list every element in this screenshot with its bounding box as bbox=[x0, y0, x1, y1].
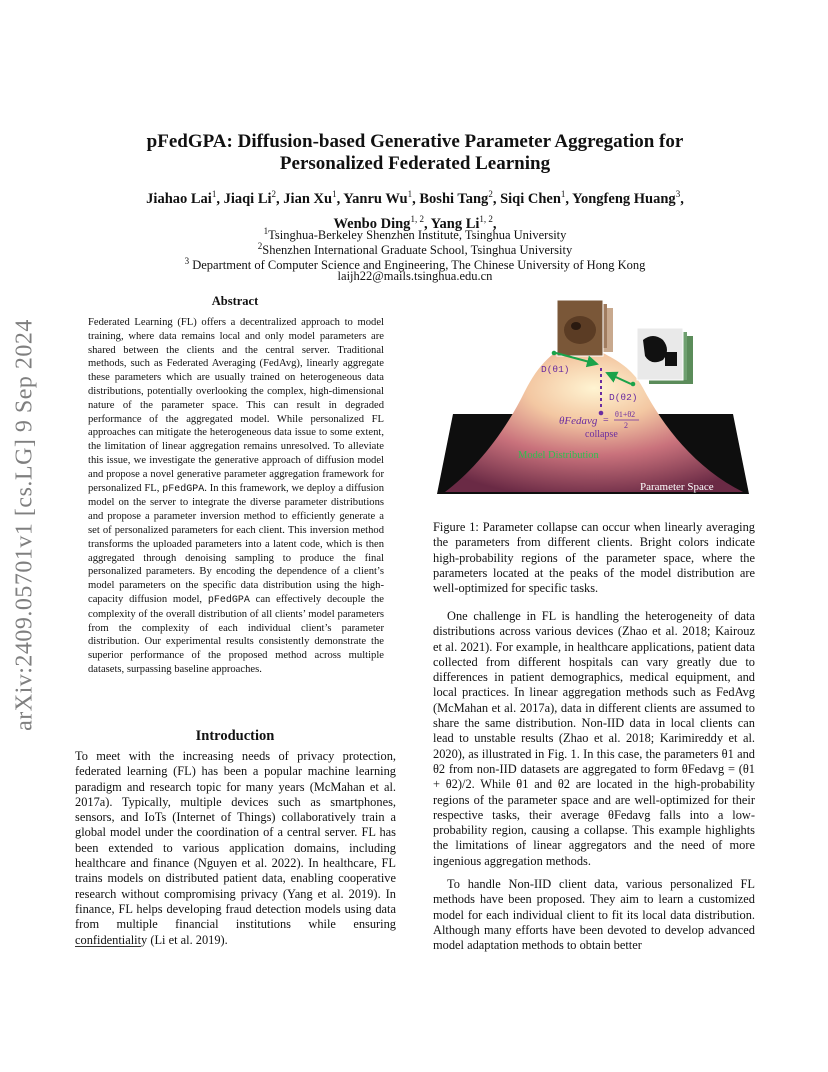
author-affil: 1 bbox=[407, 189, 413, 199]
abstract-text: can effectively decouple the complexity of the overall distribution of all clients’ model parameters from the complexity of each individual client’s parameter distribution. Our experimental results consistently demonstrate the superior performance of the proposed method across multiple datasets, surpassing baseline approaches. bbox=[88, 593, 384, 675]
author-punct: , bbox=[492, 215, 497, 232]
author: Wenbo Ding bbox=[333, 215, 411, 232]
author: , Jiaqi Li bbox=[216, 190, 272, 207]
affil-marker: 2 bbox=[257, 241, 263, 251]
affil-marker: 1 bbox=[263, 226, 269, 236]
affil-text: Department of Computer Science and Engineering, The Chinese University of Hong Kong bbox=[189, 258, 646, 273]
contact-email[interactable]: laijh22@mails.tsinghua.edu.cn bbox=[337, 269, 493, 283]
title-line-2: Personalized Federated Learning bbox=[279, 153, 551, 174]
abstract-heading: Abstract bbox=[211, 294, 259, 308]
author-affil: 1 bbox=[211, 189, 217, 199]
footnote-rule bbox=[75, 946, 141, 947]
dog-image bbox=[557, 300, 613, 356]
collapse-label: collapse bbox=[585, 429, 618, 440]
fedavg-label: θFedavg bbox=[559, 415, 598, 427]
d-theta1-label: D(θ1) bbox=[541, 364, 570, 375]
parameter-space-label: Parameter Space bbox=[640, 481, 714, 493]
right-column-body bbox=[433, 609, 755, 962]
parameter-space-illustration bbox=[433, 296, 755, 506]
author-line-1 bbox=[90, 184, 740, 209]
equals-sign: = bbox=[603, 415, 609, 426]
author: Jiahao Lai bbox=[146, 190, 212, 207]
figure-1 bbox=[433, 296, 755, 506]
author: , Jian Xu bbox=[276, 190, 333, 207]
author: , Siqi Chen bbox=[492, 190, 561, 207]
author: , Yang Li bbox=[423, 215, 480, 232]
figure-caption: Figure 1: Parameter collapse can occur when linearly averaging the parameters from different clients. Bright colors indicate high-probability regions of the parameter space, where the parameters located at the peaks of the model distribution are well-optimized for specific tasks. bbox=[433, 520, 755, 596]
title-line-1: pFedGPA: Diffusion-based Generative Parameter Aggregation for bbox=[146, 131, 684, 152]
author-affil: 3 bbox=[675, 189, 681, 199]
paragraph: To handle Non-IID client data, various personalized FL methods have been proposed. They aim to learn a customized model for each individual client to fit its local data distribution. Although many efforts have been devoted to develop advanced model adaptation methods to obtain better bbox=[433, 877, 755, 953]
method-name: pFedGPA bbox=[207, 594, 250, 606]
author: , Yanru Wu bbox=[336, 190, 408, 207]
introduction-body: To meet with the increasing needs of privacy protection, federated learning (FL) has been a popular machine learning paradigm and research topic for many years (McMahan et al. 2017a). Typically, multiple devices such as smartphones, sensors, and IoTs (Internet of Things) collaboratively train a global model under the coordination of a central server. FL has been extended to various application domains, including healthcare and finance (Nguyen et al. 2022). In healthcare, FL trains models on distributed patient data, enabling cooperative research without compromising privacy (Yang et al. 2019). In finance, FL helps developing fraud detection models using data from multiple financial institutions while ensuring confidentiality (Li et al. 2019). bbox=[75, 749, 396, 947]
abstract-text: . In this framework, we deploy a diffusion model on the server to integrate the diverse parameter distributions and propose a parameter inversion method to efficiently generate a set of personalized parameters for each client. This inversion method transforms the uploaded parameters into a latent code, which is then aggregated through denoising sampling to produce the final personalized parameters. By encoding the dependence of a client’s model parameters on the specific data distribution using the high-capacity diffusion model, bbox=[88, 482, 384, 605]
author-affil: 1 bbox=[560, 189, 566, 199]
theta2-point bbox=[631, 382, 636, 387]
author-affil: 1 bbox=[332, 189, 337, 199]
author-affil: 2 bbox=[271, 189, 277, 199]
introduction-heading: Introduction bbox=[195, 728, 275, 744]
theta1-point bbox=[552, 351, 557, 356]
arxiv-identifier bbox=[2, 295, 48, 755]
paper-title bbox=[80, 131, 750, 175]
affil-marker: 3 bbox=[184, 256, 190, 266]
model-distribution-label: Model Distribution bbox=[518, 450, 599, 461]
author-affil: 1, 2 bbox=[479, 213, 493, 224]
abstract-body bbox=[88, 316, 384, 677]
affil-text: Shenzhen International Graduate School, Tsinghua University bbox=[262, 243, 573, 258]
cow-image bbox=[637, 328, 693, 384]
abstract-text: Federated Learning (FL) offers a decentralized approach to model training, where data remains local and only model parameters are shared between the clients and the central server. Traditional methods, such as Federated Averaging (FedAvg), linearly aggregate these parameters which are usually trained on heterogeneous data distributions, potentially overlooking the complex, high-dimensional nature of the parameter space. This can result in degraded performance of the aggregated model. While personalized FL approaches can mitigate the heterogeneous data issue to some extent, the limitation of linear aggregation remains unresolved. To alleviate this issue, we investigate the generative approach of diffusion model and propose a novel generative parameter aggregation framework for personalized FL, bbox=[88, 317, 384, 494]
author-affil: 1, 2 bbox=[410, 213, 424, 224]
author: , Boshi Tang bbox=[412, 190, 489, 207]
d-theta2-label: D(θ2) bbox=[609, 392, 638, 403]
arxiv-identifier-text: arXiv:2409.05701v1 [cs.LG] 9 Sep 2024 bbox=[11, 319, 38, 731]
fraction-numerator: θ1+θ2 bbox=[615, 410, 636, 419]
author-affil: 2 bbox=[488, 189, 493, 199]
author: , Yongfeng Huang bbox=[565, 190, 676, 207]
paragraph: One challenge in FL is handling the heterogeneity of data distributions across various devices (Zhao et al. 2018; Kairouz et al. 2021). For example, in healthcare applications, patient data collected from different hospitals can vary greatly due to differences in patient demographics, medical equipment, and local practices. In linear aggregation methods such as FedAvg (McMahan et al. 2017a), data in different clients are assumed to share the same distribution. Non-IID data in local clients can lead to unstable results (Zhao et al. 2018; Karimireddy et al. 2020), as illustrated in Fig. 1. In this case, the parameters θ1 and θ2 from non-IID datasets are aggregated to form θFedavg = (θ1 + θ2)/2. While θ1 and θ2 are located in the high-probability regions of the parameter space and are well-optimized for their respective tasks, their average θFedavg falls into a low-probability region, causing a collapse. This example highlights the limitations of linear aggregators and the need of more ingenious aggregation methods. bbox=[433, 609, 755, 868]
author-punct: , bbox=[680, 190, 684, 207]
method-name: pFedGPA bbox=[162, 483, 205, 495]
fraction-denominator: 2 bbox=[624, 421, 628, 430]
affil-text: Tsinghua-Berkeley Shenzhen Institute, Tsinghua University bbox=[268, 228, 567, 243]
